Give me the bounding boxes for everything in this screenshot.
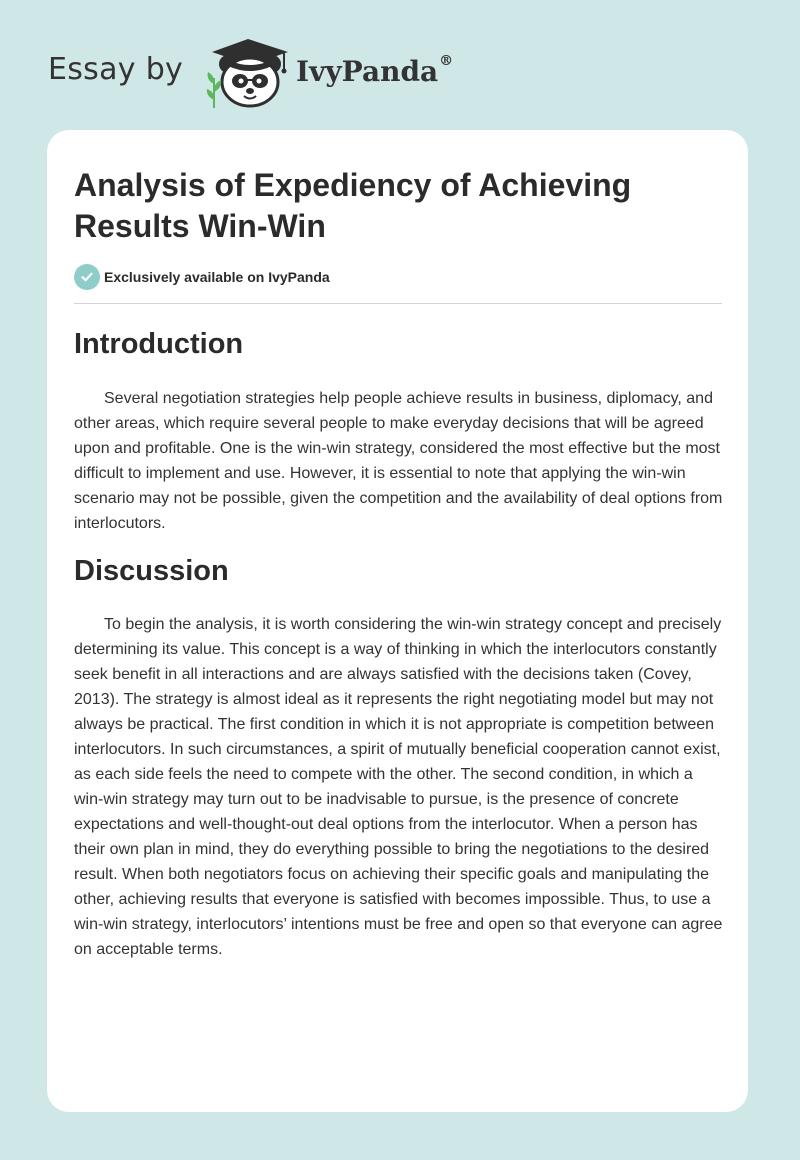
title-divider — [74, 303, 722, 304]
exclusive-badge-label: Exclusively available on IvyPanda — [104, 269, 330, 285]
exclusive-badge — [74, 264, 330, 290]
essay-card — [47, 130, 748, 1112]
brand-name[interactable]: IvyPanda® — [296, 53, 454, 88]
essay-by-label: Essay by — [48, 52, 184, 87]
check-badge-icon — [74, 264, 100, 290]
section-heading-discussion: Discussion — [74, 555, 229, 587]
page-title: Analysis of Expediency of Achieving Results Win-Win — [74, 167, 632, 244]
section-heading-introduction: Introduction — [74, 328, 244, 360]
panda-logo-icon[interactable] — [202, 36, 294, 108]
section-text-discussion: To begin the analysis, it is worth considering the win-win strategy concept and precisely determining its value. This concept is a way of thinking in which the interlocutors constantly seek benefit in all interactions and are always satisfied with the decisions taken (Covey, 2013). The strategy is almost ideal as it represents the right negotiating model but may not always be practical. The first condition in which it is not appropriate is competition between interlocutors. In such circumstances, a spirit of mutually beneficial cooperation cannot exist, as each side feels the need to compete with the other. The second condition, in which a win-win strategy may turn out to be inadvisable to pursue, is the presence of concrete expectations and well-thought-out deal options from the interlocutor. When a person has their own plan in mind, they do everything possible to bring the negotiations to the desired result. When both negotiators focus on achieving their specific goals and manipulating the other, achieving results that everyone is satisfied with becomes impossible. Thus, to use a win-win strategy, interlocutors’ intentions must be free and open so that everyone can agree on acceptable terms. — [74, 616, 723, 958]
registered-mark: ® — [439, 53, 454, 69]
section-text-introduction: Several negotiation strategies help people achieve results in business, diplomacy, and other areas, which require several people to make everyday decisions that will be agreed upon and profitable. One is the win-win strategy, considered the most effective but the most difficult to implement and use. However, it is essential to note that applying the win-win scenario may not be possible, given the competition and the availability of deal options from interlocutors. — [74, 390, 723, 532]
site-header — [48, 36, 648, 108]
